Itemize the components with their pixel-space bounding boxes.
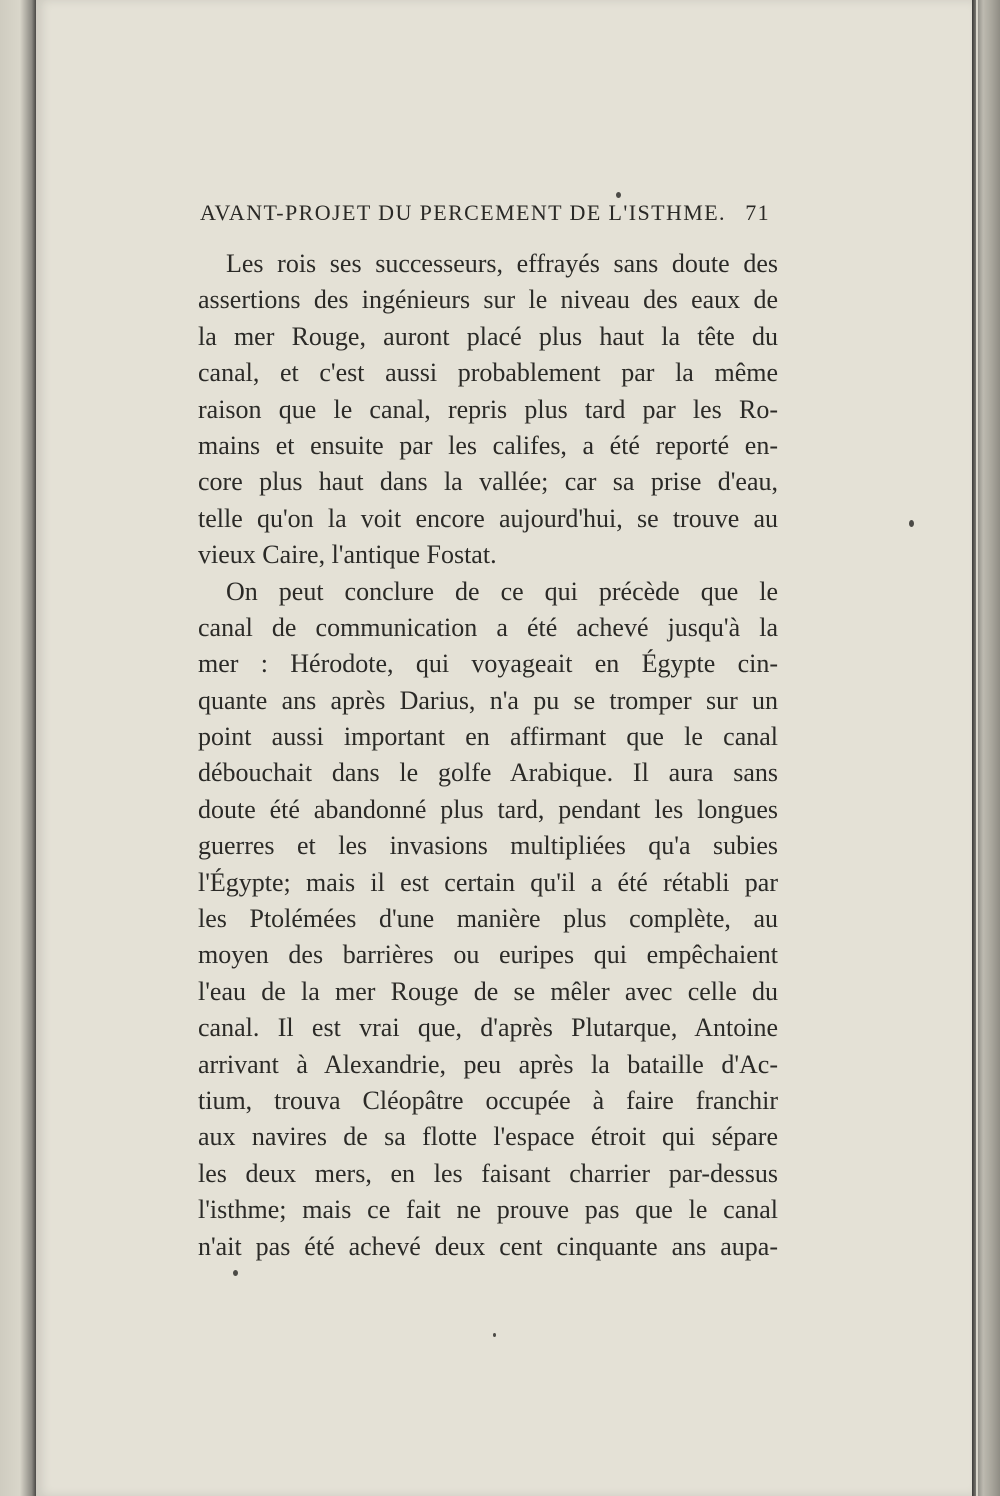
text-line: point aussi important en affirmant que le canal	[198, 722, 778, 752]
text-line: mains et ensuite par les califes, a été reporté en-	[198, 430, 778, 460]
text-line: débouchait dans le golfe Arabique. Il aura sans	[198, 758, 778, 788]
text-line: assertions des ingénieurs sur le niveau des eaux de	[198, 285, 778, 315]
page-edge	[972, 0, 1000, 1496]
left-page-gutter	[0, 0, 36, 1496]
text-line: l'isthme; mais ce fait ne prouve pas que le canal	[198, 1195, 778, 1225]
text-line: doute été abandonné plus tard, pendant les longues	[198, 794, 778, 824]
text-line: vieux Caire, l'antique Fostat.	[198, 540, 497, 570]
ink-speck	[493, 1333, 496, 1337]
text-line: canal. Il est vrai que, d'après Plutarque, Antoine	[198, 1013, 778, 1043]
text-line: telle qu'on la voit encore aujourd'hui, se trouve au	[198, 503, 778, 533]
text-line: canal, et c'est aussi probablement par la même	[198, 358, 778, 388]
text-line: aux navires de sa flotte l'espace étroit qui sépare	[198, 1122, 778, 1152]
text-line: tium, trouva Cléopâtre occupée à faire franchir	[198, 1085, 778, 1115]
text-line: l'Égypte; mais il est certain qu'il a été rétabli par	[198, 867, 778, 897]
text-line: core plus haut dans la vallée; car sa prise d'eau,	[198, 467, 778, 497]
text-line: n'ait pas été achevé deux cent cinquante ans aupa-	[198, 1231, 778, 1261]
text-line: la mer Rouge, auront placé plus haut la tête du	[198, 321, 778, 351]
text-line: quante ans après Darius, n'a pu se tromper sur un	[198, 685, 778, 715]
text-line: moyen des barrières ou euripes qui empêchaient	[198, 940, 778, 970]
text-line: On peut conclure de ce qui précède que le	[226, 576, 778, 606]
running-head-title: AVANT-PROJET DU PERCEMENT DE L'ISTHME.	[200, 200, 726, 225]
text-line: mer : Hérodote, qui voyageait en Égypte cin-	[198, 649, 778, 679]
body-text	[198, 246, 778, 1265]
text-line: les deux mers, en les faisant charrier par-dessus	[198, 1158, 778, 1188]
text-line: canal de communication a été achevé jusqu'à la	[198, 612, 778, 642]
text-line: les Ptolémées d'une manière plus complète, au	[198, 904, 778, 934]
paragraph	[198, 246, 778, 574]
text-line: raison que le canal, repris plus tard par les Ro-	[198, 394, 778, 424]
text-line: Les rois ses successeurs, effrayés sans doute des	[226, 249, 778, 278]
paragraph	[198, 574, 778, 1265]
page-number: 71	[745, 200, 770, 225]
text-line: guerres et les invasions multipliées qu'a subies	[198, 831, 778, 861]
ink-speck	[616, 192, 621, 198]
text-line: l'eau de la mer Rouge de se mêler avec celle du	[198, 976, 778, 1006]
text-line: arrivant à Alexandrie, peu après la bataille d'Ac-	[198, 1049, 778, 1079]
ink-speck	[233, 1270, 238, 1276]
running-head	[200, 200, 780, 230]
ink-speck	[909, 520, 914, 527]
